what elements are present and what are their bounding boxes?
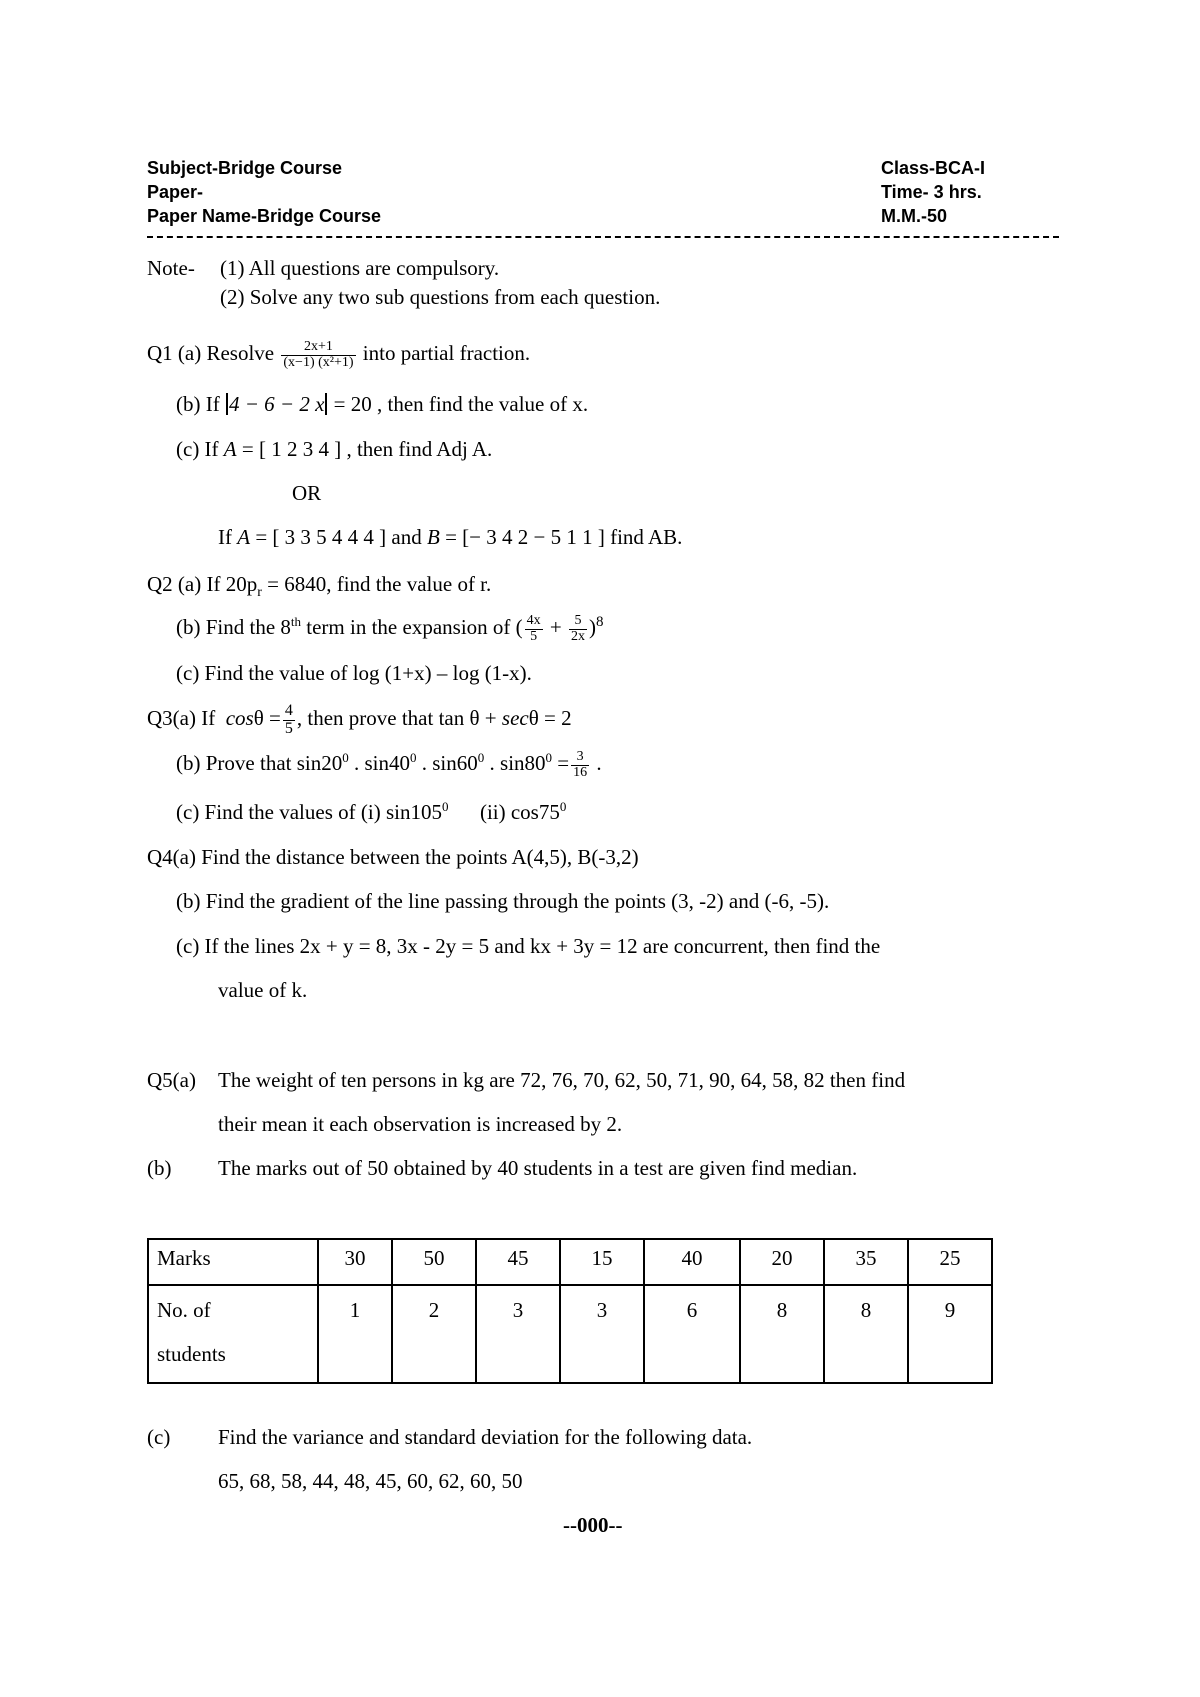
table-cell: 3 bbox=[476, 1285, 560, 1383]
q2-b-mid: term in the expansion of ( bbox=[301, 615, 523, 639]
q3-b-numerator: 3 bbox=[571, 750, 589, 766]
q2-b-fraction-1 bbox=[525, 614, 543, 644]
q2-b-prefix: (b) Find the 8 bbox=[176, 615, 291, 639]
table-cell: 45 bbox=[476, 1239, 560, 1285]
q2-b-den-1: 5 bbox=[530, 628, 538, 644]
q3-a bbox=[147, 703, 572, 738]
note-label: Note- bbox=[147, 256, 195, 280]
table-cell: 20 bbox=[740, 1239, 824, 1285]
q1-a bbox=[147, 340, 530, 370]
q4-a: Q4(a) Find the distance between the points A(4,5), B(-3,2) bbox=[147, 845, 639, 869]
q2-b bbox=[176, 614, 603, 644]
q3-a-denominator: 5 bbox=[284, 719, 293, 737]
q5-b-text: The marks out of 50 obtained by 40 students in a test are given find median. bbox=[218, 1156, 858, 1180]
q5-a-line-1: The weight of ten persons in kg are 72, 76, 70, 62, 50, 71, 90, 64, 58, 82 then find bbox=[218, 1068, 906, 1092]
q1-b-prefix: (b) If bbox=[176, 392, 220, 416]
q4-b: (b) Find the gradient of the line passing through the points (3, -2) and (-6, -5). bbox=[176, 889, 830, 913]
table-cell: 8 bbox=[824, 1285, 908, 1383]
q3-a-eq: θ = bbox=[253, 706, 281, 731]
q3-a-prefix: Q3(a) If bbox=[147, 706, 216, 731]
class-label: Class-BCA-I bbox=[881, 158, 986, 178]
table-cell: 50 bbox=[392, 1239, 476, 1285]
table-cell: 6 bbox=[644, 1285, 740, 1383]
q3-a-mid: , then prove that tan θ + bbox=[296, 706, 497, 731]
subject-label: Subject-Bridge Course bbox=[147, 158, 343, 178]
q2-b-power: 8 bbox=[595, 614, 604, 630]
abs-bar-left bbox=[226, 393, 228, 415]
q1-c-var: A bbox=[223, 437, 237, 461]
q3-a-fraction bbox=[283, 703, 295, 738]
q2-b-superscript: th bbox=[290, 614, 302, 629]
table-cell: 30 bbox=[318, 1239, 392, 1285]
q5-a-label: Q5(a) bbox=[147, 1068, 196, 1092]
q2-a-subscript: r bbox=[257, 585, 262, 601]
footer-mark: --000-- bbox=[563, 1513, 623, 1537]
q1-d-var-a: A bbox=[237, 525, 251, 549]
q3-b-part-2: . sin40 bbox=[348, 751, 410, 775]
q3-c-mid: (ii) cos75 bbox=[448, 800, 560, 824]
marks-table bbox=[147, 1238, 993, 1384]
q1-d-expression-b: = [− 3 4 2 − 5 1 1 ] find AB. bbox=[445, 525, 683, 549]
q3-b-fraction bbox=[571, 750, 589, 780]
q1-d-expression-a: = [ 3 3 5 4 4 4 ] and bbox=[255, 525, 422, 549]
q2-b-plus: + bbox=[544, 615, 567, 639]
students-label-line-2: students bbox=[157, 1342, 226, 1366]
table-cell: 3 bbox=[560, 1285, 644, 1383]
q1-a-fraction bbox=[281, 340, 355, 370]
q5-c-line-1: Find the variance and standard deviation for the following data. bbox=[218, 1425, 753, 1449]
table-cell-students-label bbox=[148, 1285, 318, 1383]
q3-a-sec: sec bbox=[501, 706, 529, 731]
q4-c-line-1: (c) If the lines 2x + y = 8, 3x - 2y = 5 and kx + 3y = 12 are concurrent, then find the bbox=[176, 934, 881, 958]
table-cell: 2 bbox=[392, 1285, 476, 1383]
q3-b-sup-3: 0 bbox=[477, 750, 485, 765]
q3-b-sup-4: 0 bbox=[545, 750, 553, 765]
q2-a-rest: = 6840, find the value of r. bbox=[261, 572, 492, 596]
q3-c-prefix: (c) Find the values of (i) sin105 bbox=[176, 800, 442, 824]
q5-a-line-2: their mean it each observation is increased by 2. bbox=[218, 1112, 623, 1136]
q2-b-num-2: 5 bbox=[569, 614, 587, 630]
note-line-1: (1) All questions are compulsory. bbox=[220, 256, 500, 280]
max-marks-label: M.M.-50 bbox=[881, 206, 948, 226]
q2-b-close: ) bbox=[588, 615, 596, 639]
q5-c-line-2: 65, 68, 58, 44, 48, 45, 60, 62, 60, 50 bbox=[218, 1469, 523, 1493]
q1-b bbox=[176, 392, 588, 417]
q5-c-label: (c) bbox=[147, 1425, 171, 1449]
q1-a-numerator: 2x+1 bbox=[281, 340, 355, 356]
q1-b-expression: 4 − 6 − 2 x bbox=[228, 392, 325, 416]
table-cell: 9 bbox=[908, 1285, 992, 1383]
students-label-line-1: No. of bbox=[157, 1298, 211, 1322]
table-cell: 8 bbox=[740, 1285, 824, 1383]
q2-b-num-1: 4x bbox=[526, 613, 541, 628]
table-cell: 40 bbox=[644, 1239, 740, 1285]
q3-b-end: . bbox=[591, 751, 602, 775]
q3-c-sup-2: 0 bbox=[559, 799, 567, 814]
table-cell: 15 bbox=[560, 1239, 644, 1285]
q1-c-expression: = [ 1 2 3 4 ] , then find Adj A. bbox=[241, 437, 493, 461]
q5-b-label: (b) bbox=[147, 1156, 172, 1180]
header-divider bbox=[147, 236, 1059, 238]
q3-b-sup-2: 0 bbox=[410, 750, 417, 765]
q1-a-prefix: Q1 (a) Resolve bbox=[147, 341, 275, 365]
table-cell: 25 bbox=[908, 1239, 992, 1285]
q4-c-line-2: value of k. bbox=[218, 978, 308, 1002]
q3-a-end: θ = 2 bbox=[528, 706, 572, 731]
table-row-marks bbox=[148, 1239, 992, 1285]
q3-a-numerator: 4 bbox=[284, 702, 293, 719]
q3-a-cos: cos bbox=[225, 706, 254, 731]
q3-b-eq: = bbox=[552, 751, 570, 775]
q1-a-suffix: into partial fraction. bbox=[362, 341, 531, 365]
q2-b-fraction-2 bbox=[569, 614, 587, 644]
table-row-students bbox=[148, 1285, 992, 1383]
q2-a bbox=[147, 572, 492, 601]
q1-b-rest: = 20 , then find the value of x. bbox=[333, 392, 589, 416]
q1-d bbox=[218, 525, 682, 550]
q3-b-part-3: . sin60 bbox=[416, 751, 478, 775]
q2-a-prefix: Q2 (a) If 20p bbox=[147, 572, 258, 596]
q1-d-var-b: B bbox=[426, 525, 440, 549]
table-cell-marks-label: Marks bbox=[148, 1239, 318, 1285]
q1-d-if: If bbox=[218, 525, 232, 549]
time-label: Time- 3 hrs. bbox=[881, 182, 982, 202]
q3-b bbox=[176, 750, 602, 780]
q1-a-denominator: (x−1) (x²+1) bbox=[283, 354, 354, 370]
table-cell: 1 bbox=[318, 1285, 392, 1383]
note-line-2: (2) Solve any two sub questions from each question. bbox=[220, 285, 661, 309]
q1-c bbox=[176, 437, 492, 462]
q2-c: (c) Find the value of log (1+x) – log (1-x). bbox=[176, 661, 532, 685]
abs-bar-right bbox=[325, 393, 327, 415]
q3-b-denominator: 16 bbox=[573, 764, 588, 780]
q3-b-sup-1: 0 bbox=[342, 750, 349, 765]
paper-name-label: Paper Name-Bridge Course bbox=[147, 206, 382, 226]
q2-b-den-2: 2x bbox=[570, 628, 585, 644]
q1-or: OR bbox=[292, 481, 322, 505]
q3-b-prefix: (b) Prove that sin20 bbox=[176, 751, 343, 775]
q1-c-prefix: (c) If bbox=[176, 437, 219, 461]
table-cell: 35 bbox=[824, 1239, 908, 1285]
q3-b-part-4: . sin80 bbox=[484, 751, 546, 775]
paper-label: Paper- bbox=[147, 182, 204, 202]
q3-c bbox=[176, 800, 566, 825]
q3-c-sup-1: 0 bbox=[441, 799, 449, 814]
